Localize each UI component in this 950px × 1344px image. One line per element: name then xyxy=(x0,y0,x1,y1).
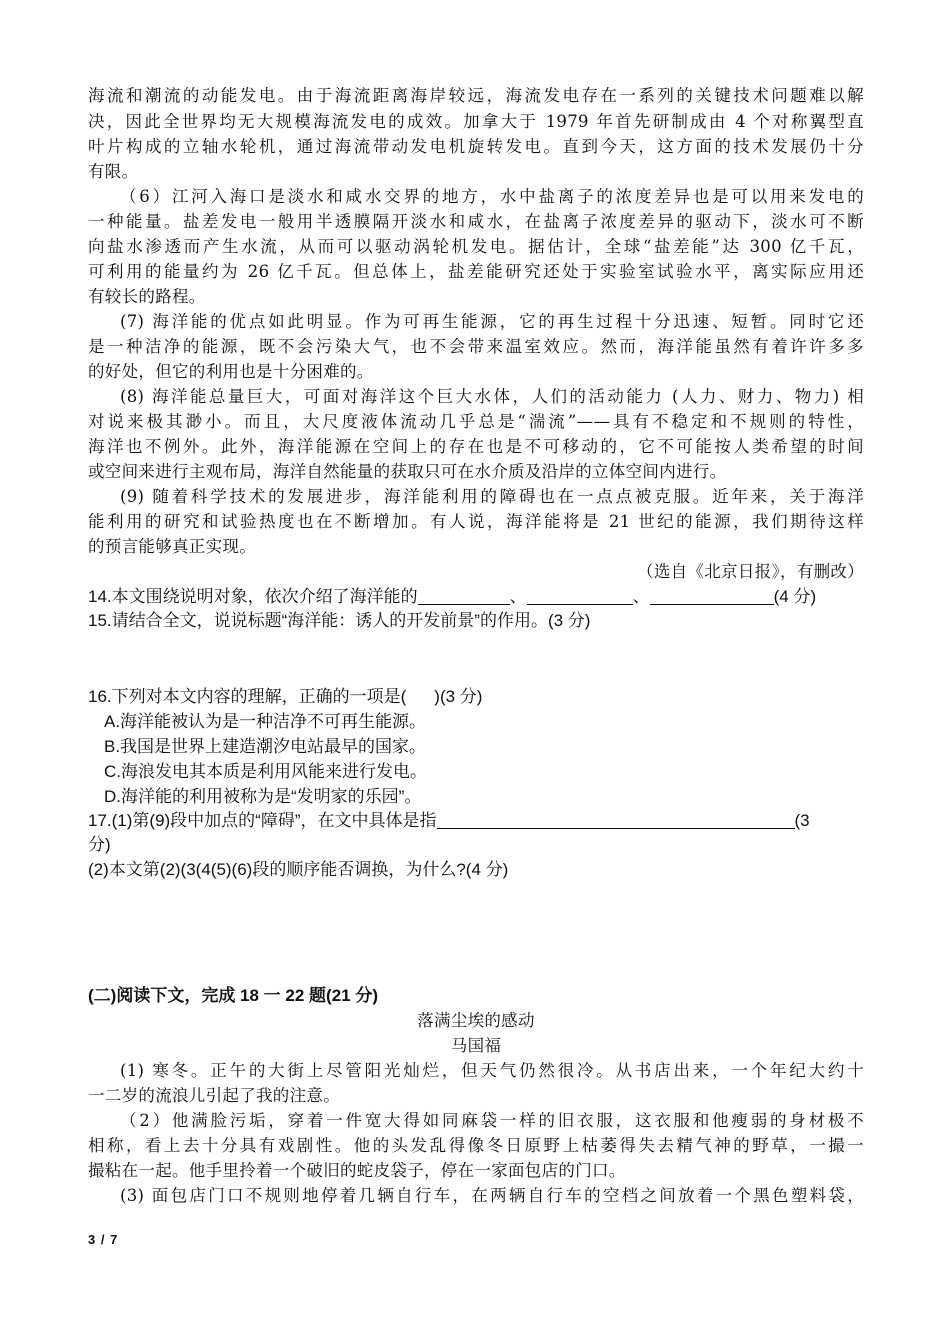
text-line: (7) 海洋能的优点如此明显。作为可再生能源，它的再生过程十分迅速、短暂。同时它还 xyxy=(120,312,864,331)
text-line: 可利用的能量约为 26 亿千瓦。但总体上，盐差能研究还处于实验室试验水平，离实际应用还 xyxy=(88,262,864,281)
question-17-part-1 xyxy=(88,808,864,834)
text-line: 撮粘在一起。他手里拎着一个破旧的蛇皮袋子，停在一家面包店的门口。 xyxy=(88,1161,626,1180)
text-line: 的预言能够真正实现。 xyxy=(88,537,256,556)
question-14-text: 14.本文围绕说明对象，依次介绍了海洋能的 xyxy=(88,587,418,606)
text-line: 海流和潮流的动能发电。由于海流距离海岸较远，海流发电存在一系列的关键技术问题难以解 xyxy=(88,86,864,105)
text-line: (9) 随着科学技术的发展进步，海洋能利用的障碍也在一点点被克服。近年来，关于海洋 xyxy=(120,487,864,506)
source-citation: （选自《北京日报》，有删改） xyxy=(637,562,864,581)
option-b: B.我国是世界上建造潮汐电站最早的国家。 xyxy=(104,737,427,756)
text-line: 对说来极其渺小。而且，大尺度液体流动几乎总是“湍流”——具有不稳定和不规则的特性， xyxy=(88,412,864,431)
section-header: (二)阅读下文，完成 18 一 22 题(21 分) xyxy=(88,986,378,1005)
text-line: 相称，看上去十分具有戏剧性。他的头发乱得像冬日原野上枯萎得失去精气神的野草，一撮一 xyxy=(88,1136,864,1155)
answer-blank-4[interactable] xyxy=(437,810,795,829)
question-14 xyxy=(88,584,864,610)
question-16 xyxy=(88,684,864,710)
option-a: A.海洋能被认为是一种洁净不可再生能源。 xyxy=(104,712,427,731)
text-line: 决，因此全世界均无大规模海流发电的成效。加拿大于 1979 年首先研制成由 4 个对称翼型直 xyxy=(88,112,864,131)
text-line: 能利用的研究和试验热度也在不断增加。有人说，海洋能将是 21 世纪的能源，我们期待这样 xyxy=(88,512,864,531)
option-d: D.海洋能的利用被称为是“发明家的乐园”。 xyxy=(104,787,422,806)
question-16-score: )(3 分) xyxy=(434,687,483,706)
text-line: 向盐水渗透而产生水流，从而可以驱动涡轮机发电。据估计，全球“盐差能”达 300 亿千瓦， xyxy=(88,237,864,256)
separator: 、 xyxy=(632,587,650,606)
separator: 、 xyxy=(509,587,527,606)
answer-blank-3[interactable] xyxy=(650,586,774,605)
text-line: 有限。 xyxy=(88,162,139,181)
text-line: 叶片构成的立轴水轮机，通过海流带动发电机旋转发电。直到今天，这方面的技术发展仍十分 xyxy=(88,137,864,156)
text-line: 或空间来进行主观布局，海洋自然能量的获取只可在水介质及沿岸的立体空间内进行。 xyxy=(88,462,727,481)
question-17-score-cont: 分) xyxy=(88,835,111,854)
question-17-part-2: (2)本文第(2)(3(4(5)(6)段的顺序能否调换，为什么?(4 分) xyxy=(88,860,509,879)
question-17-part-1-score: (3 xyxy=(794,811,810,830)
text-line: 是一种洁净的能源，既不会污染大气，也不会带来温室效应。然而，海洋能虽然有着许许多多 xyxy=(88,337,864,356)
text-line: (8) 海洋能总量巨大，可面对海洋这个巨大水体，人们的活动能力 (人力、财力、物力) 相 xyxy=(120,387,864,406)
text-line: （2）他满脸污垢，穿着一件宽大得如同麻袋一样的旧衣服，这衣服和他瘦弱的身材极不 xyxy=(120,1111,864,1130)
answer-blank-1[interactable] xyxy=(418,586,510,605)
option-c: C.海浪发电其本质是利用风能来进行发电。 xyxy=(104,762,427,781)
article-title: 落满尘埃的感动 xyxy=(417,1011,535,1030)
question-14-score: (4 分) xyxy=(773,587,817,606)
text-line: 有较长的路程。 xyxy=(88,287,206,306)
text-line: （6）江河入海口是淡水和咸水交界的地方，水中盐离子的浓度差异也是可以用来发电的 xyxy=(120,187,864,206)
question-16-stem: 16.下列对本文内容的理解，正确的一项是( xyxy=(88,687,407,706)
text-line: (1) 寒冬。正午的大街上尽管阳光灿烂，但天气仍然很冷。从书店出来，一个年纪大约十 xyxy=(120,1061,864,1080)
article-author: 马国福 xyxy=(450,1036,502,1055)
page-number: 3 / 7 xyxy=(88,1232,119,1247)
text-line: 一种能量。盐差发电一般用半透膜隔开淡水和咸水，在盐离子浓度差异的驱动下，淡水可不断 xyxy=(88,212,864,231)
question-15: 15.请结合全文，说说标题“海洋能：诱人的开发前景”的作用。(3 分) xyxy=(88,611,591,630)
text-line: (3) 面包店门口不规则地停着几辆自行车，在两辆自行车的空档之间放着一个黑色塑料袋， xyxy=(120,1186,864,1205)
answer-blank-2[interactable] xyxy=(527,586,633,605)
text-line: 的好处，但它的利用也是十分困难的。 xyxy=(88,362,374,381)
question-17-part-1-text: 17.(1)第(9)段中加点的“障碍”，在文中具体是指 xyxy=(88,811,437,830)
text-line: 海洋也不例外。此外，海洋能源在空间上的存在也是不可移动的，它不可能按人类希望的时间 xyxy=(88,437,864,456)
text-line: 一二岁的流浪儿引起了我的注意。 xyxy=(88,1086,340,1105)
